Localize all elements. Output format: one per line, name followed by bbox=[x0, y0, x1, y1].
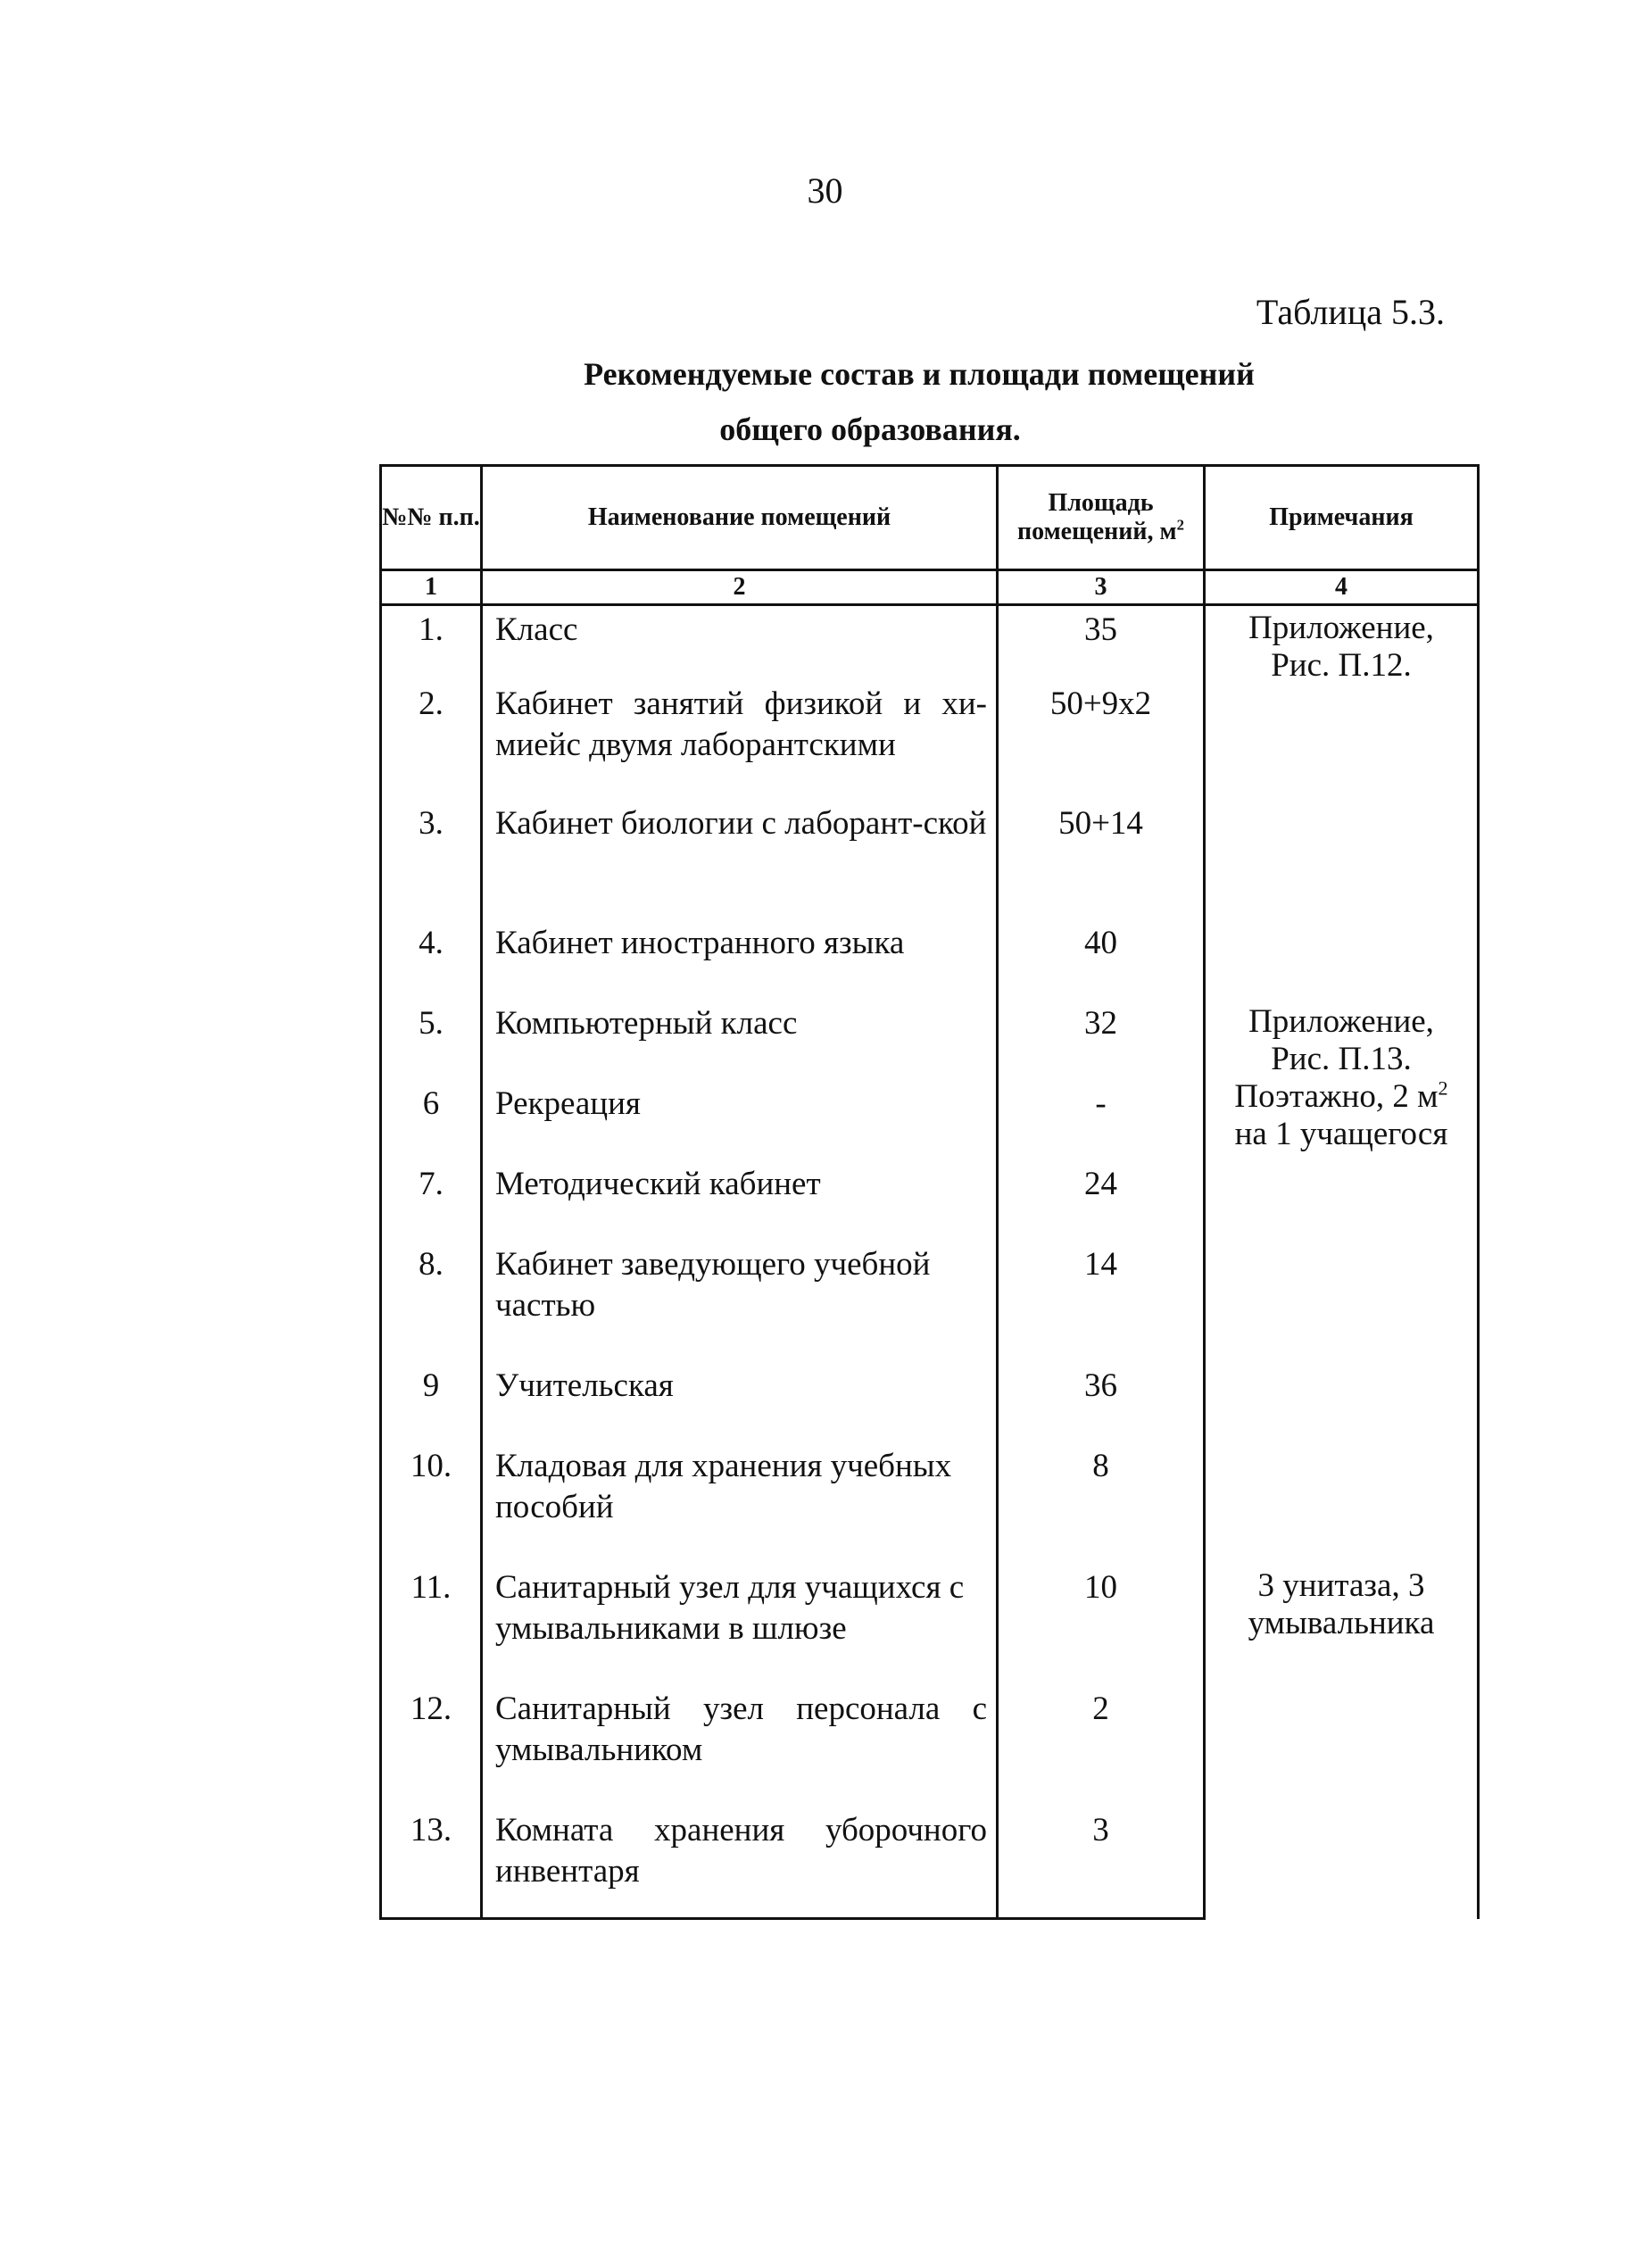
header-notes: Примечания bbox=[1205, 466, 1479, 570]
row-area: 3 bbox=[998, 1807, 1205, 1919]
row-num: 9 bbox=[381, 1362, 482, 1442]
row-name: Санитарный узел для учащихся с умывальниками в шлюзе bbox=[482, 1564, 998, 1685]
row-name: Рекреация bbox=[482, 1080, 998, 1160]
row-area: 36 bbox=[998, 1362, 1205, 1442]
row-num: 13. bbox=[381, 1807, 482, 1919]
row-name: Методический кабинет bbox=[482, 1160, 998, 1241]
table-row bbox=[381, 1000, 1479, 1080]
row-num: 4. bbox=[381, 919, 482, 1000]
row-area: 50+14 bbox=[998, 800, 1205, 919]
row-num: 12. bbox=[381, 1685, 482, 1807]
row-note-4 bbox=[1205, 1564, 1479, 1919]
row-name: Компьютерный класс bbox=[482, 1000, 998, 1080]
row-num: 5. bbox=[381, 1000, 482, 1080]
row-name bbox=[482, 800, 998, 919]
row-name-text: Кабинет биологии с лаборант-ской bbox=[495, 804, 987, 842]
row-name: Кабинет иностранного языка bbox=[482, 919, 998, 1000]
header-name: Наименование помещений bbox=[482, 466, 998, 570]
row-num: 1. bbox=[381, 605, 482, 680]
row-area: 24 bbox=[998, 1160, 1205, 1241]
note-4-line2: умывальника bbox=[1248, 1604, 1435, 1641]
row-area: 35 bbox=[998, 605, 1205, 680]
note-3-line2: на 1 учащегося bbox=[1234, 1115, 1448, 1152]
header-num: №№ п.п. bbox=[381, 466, 482, 570]
row-name bbox=[482, 1685, 998, 1807]
col-number-4: 4 bbox=[1205, 570, 1479, 605]
rooms-table bbox=[379, 464, 1480, 1920]
row-name bbox=[482, 680, 998, 800]
row-note-2 bbox=[1205, 1000, 1479, 1564]
table-row bbox=[381, 605, 1479, 680]
row-area: 40 bbox=[998, 919, 1205, 1000]
row-num: 11. bbox=[381, 1564, 482, 1685]
note-2-line2: Рис. П.13. bbox=[1271, 1040, 1412, 1077]
table-title-line1: Рекомендуемые состав и площади помещений bbox=[584, 356, 1255, 392]
row-area: 14 bbox=[998, 1241, 1205, 1362]
table-title-line2: общего образования. bbox=[719, 411, 1021, 447]
row-num: 7. bbox=[381, 1160, 482, 1241]
row-num: 8. bbox=[381, 1241, 482, 1362]
row-num: 10. bbox=[381, 1442, 482, 1564]
row-area: - bbox=[998, 1080, 1205, 1160]
col-number-3: 3 bbox=[998, 570, 1205, 605]
table-row bbox=[381, 1564, 1479, 1685]
note-3-line1: Поэтажно, 2 $м^2$ bbox=[1234, 1076, 1448, 1115]
note-1-line2: Рис. П.12. bbox=[1271, 647, 1412, 684]
row-name: Кладовая для хранения учебных пособий bbox=[482, 1442, 998, 1564]
note-2-line1: Приложение, bbox=[1248, 1002, 1434, 1040]
row-area: 2 bbox=[998, 1685, 1205, 1807]
row-name bbox=[482, 1807, 998, 1919]
row-name-text: Кабинет занятий физикой и хи-миейс двумя лаборантскими bbox=[495, 685, 987, 763]
row-num: 3. bbox=[381, 800, 482, 919]
col-number-2: 2 bbox=[482, 570, 998, 605]
row-note-1 bbox=[1205, 605, 1479, 1000]
header-area: Площадь помещений, $м^2$ bbox=[998, 466, 1205, 570]
row-area: 32 bbox=[998, 1000, 1205, 1080]
row-area: 8 bbox=[998, 1442, 1205, 1564]
note-4-line1: 3 унитаза, 3 bbox=[1257, 1566, 1425, 1604]
table-label: Таблица 5.3. bbox=[1256, 292, 1445, 332]
row-num: 6 bbox=[381, 1080, 482, 1160]
note-1-line1: Приложение, bbox=[1248, 610, 1434, 646]
row-area: 50+9х2 bbox=[998, 680, 1205, 800]
row-name-text: Санитарный узел персонала с умывальником bbox=[495, 1690, 987, 1768]
page-number: 30 bbox=[807, 170, 843, 211]
col-number-1: 1 bbox=[381, 570, 482, 605]
row-num: 2. bbox=[381, 680, 482, 800]
row-name: Класс bbox=[482, 605, 998, 680]
row-area: 10 bbox=[998, 1564, 1205, 1685]
row-name: Учительская bbox=[482, 1362, 998, 1442]
row-name: Кабинет заведующего учебной частью bbox=[482, 1241, 998, 1362]
row-name-text: Комната хранения уборочного инвентаря bbox=[495, 1811, 987, 1890]
